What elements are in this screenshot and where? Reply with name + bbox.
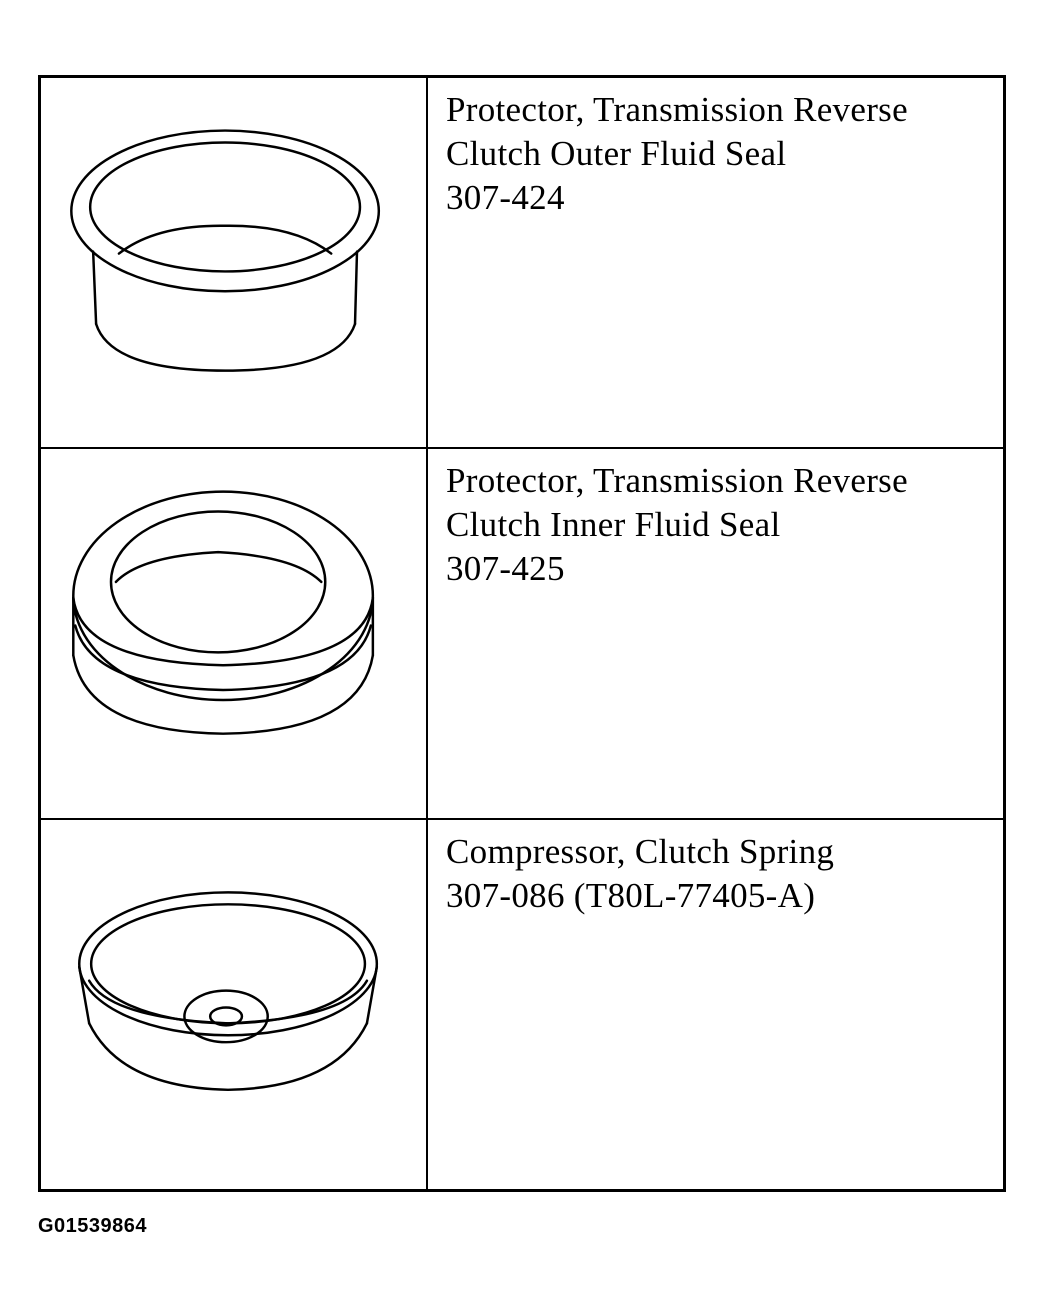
tool-table (38, 75, 1006, 1192)
tool-row-inner-seal-protector (41, 449, 1003, 820)
inner-seal-protector-icon (41, 449, 428, 818)
outer-seal-protector-icon (41, 78, 428, 447)
tool-name-line-2: Clutch Inner Fluid Seal (446, 505, 781, 544)
tool-description (428, 78, 1003, 447)
tool-name-line-1: Protector, Transmission Reverse (446, 461, 908, 500)
tool-name-line-1: Compressor, Clutch Spring (446, 832, 835, 871)
tool-part-number: 307-424 (446, 178, 565, 217)
clutch-spring-compressor-icon (41, 820, 428, 1189)
tool-name-line-2: 307-086 (T80L-77405-A) (446, 876, 816, 915)
tool-name-line-2: Clutch Outer Fluid Seal (446, 134, 787, 173)
tool-row-clutch-spring-compressor (41, 820, 1003, 1189)
tool-row-outer-seal-protector (41, 78, 1003, 449)
tool-part-number: 307-425 (446, 549, 565, 588)
figure-id: G01539864 (38, 1215, 148, 1237)
tool-description (428, 820, 1003, 1189)
tool-name-line-1: Protector, Transmission Reverse (446, 90, 908, 129)
tool-description (428, 449, 1003, 818)
